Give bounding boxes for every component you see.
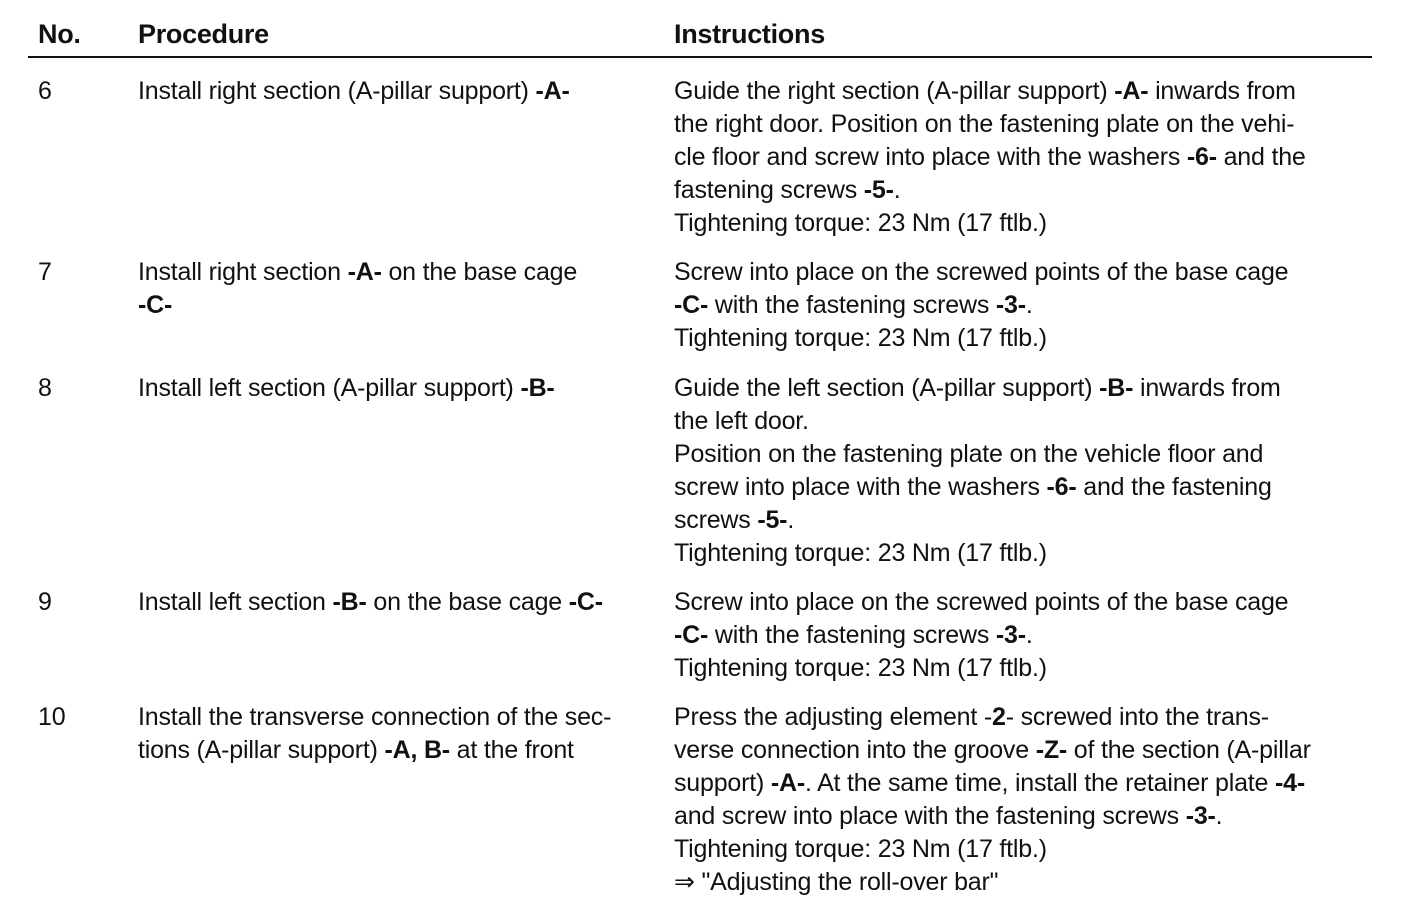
text-line [674, 471, 1281, 504]
text-segment: Screw into place on the screwed points of the base cage [674, 258, 1289, 286]
bold-reference: -C- [674, 291, 709, 319]
bold-reference: -A- [770, 769, 805, 797]
table-row [28, 586, 1372, 701]
text-line [138, 289, 577, 322]
bold-reference: -4- [1274, 769, 1305, 797]
table-row [28, 372, 1372, 586]
text-line [138, 586, 603, 619]
row-procedure [138, 586, 603, 619]
text-segment: Press the adjusting element - [674, 703, 992, 731]
text-line [674, 141, 1306, 174]
text-segment: inwards from [1133, 374, 1281, 402]
text-line [674, 504, 1281, 537]
text-line [674, 800, 1311, 833]
text-segment: . [1025, 621, 1033, 649]
row-number: 8 [38, 374, 52, 402]
row-instructions [674, 256, 1288, 355]
bold-reference: -5- [757, 506, 788, 534]
header-no: No. [38, 19, 81, 49]
text-segment: Tightening torque: 23 Nm (17 ftlb.) [674, 835, 1047, 863]
text-segment: Install right section (A-pillar support) [138, 77, 536, 105]
text-segment: inwards from [1148, 77, 1296, 105]
text-segment: verse connection into the groove [674, 736, 1036, 764]
text-line [674, 372, 1281, 405]
text-segment: tions (A-pillar support) [138, 736, 385, 764]
bold-reference: -B- [332, 588, 367, 616]
bold-reference: -3- [995, 621, 1026, 649]
text-segment: Install right section [138, 258, 348, 286]
text-line [674, 289, 1288, 322]
row-number: 9 [38, 588, 52, 616]
table-row [28, 701, 1372, 911]
text-line [674, 586, 1288, 619]
row-instructions [674, 75, 1306, 240]
bold-reference: 2 [991, 703, 1006, 731]
text-segment: the left door. [674, 407, 809, 435]
text-line [138, 734, 611, 767]
text-segment: the right door. Position on the fastening plate on the vehi- [674, 110, 1295, 138]
bold-reference: -A- [1114, 77, 1149, 105]
bold-reference: -C- [674, 621, 709, 649]
text-segment: and screw into place with the fastening screws [674, 802, 1186, 830]
text-line [674, 701, 1311, 734]
text-segment: and the [1216, 143, 1306, 171]
procedure-table [28, 10, 1372, 911]
text-line [674, 619, 1288, 652]
row-number: 6 [38, 77, 52, 105]
row-procedure [138, 701, 611, 767]
text-segment: and the fastening [1076, 473, 1272, 501]
text-line [674, 537, 1281, 570]
text-segment: Tightening torque: 23 Nm (17 ftlb.) [674, 654, 1047, 682]
text-segment: on the base cage [381, 258, 578, 286]
bold-reference: -A, B- [384, 736, 450, 764]
bold-reference: -6- [1186, 143, 1217, 171]
row-number: 7 [38, 258, 52, 286]
text-line [674, 833, 1311, 866]
text-line [138, 701, 611, 734]
row-instructions [674, 586, 1288, 685]
text-segment: with the fastening screws [708, 621, 996, 649]
text-segment: support) [674, 769, 771, 797]
text-line [674, 75, 1306, 108]
text-line [674, 652, 1288, 685]
text-segment: . [1215, 802, 1223, 830]
text-segment: - screwed into the trans- [1005, 703, 1269, 731]
bold-reference: -B- [520, 374, 555, 402]
bold-reference: -3- [1185, 802, 1216, 830]
text-line [674, 174, 1306, 207]
text-segment: . [1025, 291, 1033, 319]
row-procedure [138, 372, 555, 405]
text-segment: Install left section [138, 588, 333, 616]
text-segment: Install the transverse connection of the sec- [138, 703, 612, 731]
text-line [138, 372, 555, 405]
header-instructions: Instructions [674, 19, 825, 49]
text-segment: Guide the right section (A-pillar support) [674, 77, 1115, 105]
text-segment: ⇒ "Adjusting the roll-over bar" [674, 868, 999, 896]
text-segment: Install left section (A-pillar support) [138, 374, 521, 402]
row-procedure [138, 75, 570, 108]
text-line [674, 438, 1281, 471]
text-line [674, 767, 1311, 800]
text-segment: with the fastening screws [708, 291, 996, 319]
row-procedure [138, 256, 577, 322]
bold-reference: -Z- [1035, 736, 1068, 764]
table-row [28, 75, 1372, 256]
text-line [674, 108, 1306, 141]
bold-reference: -A- [347, 258, 382, 286]
text-line [674, 322, 1288, 355]
text-line [674, 405, 1281, 438]
row-instructions [674, 701, 1311, 899]
text-segment: on the base cage [366, 588, 569, 616]
text-segment: Guide the left section (A-pillar support) [674, 374, 1100, 402]
row-instructions [674, 372, 1281, 570]
text-segment: cle floor and screw into place with the washers [674, 143, 1187, 171]
bold-reference: -C- [138, 291, 173, 319]
text-segment: Position on the fastening plate on the vehicle floor and [674, 440, 1264, 468]
table-header [28, 10, 1372, 58]
text-line [138, 75, 570, 108]
text-line [674, 866, 1311, 899]
text-line [674, 734, 1311, 767]
bold-reference: -3- [995, 291, 1026, 319]
text-segment: Tightening torque: 23 Nm (17 ftlb.) [674, 324, 1047, 352]
text-line [674, 207, 1306, 240]
text-segment: Screw into place on the screwed points of the base cage [674, 588, 1289, 616]
bold-reference: -B- [1099, 374, 1134, 402]
bold-reference: -6- [1046, 473, 1077, 501]
text-segment: . [893, 176, 901, 204]
text-segment: . At the same time, install the retainer plate [804, 769, 1275, 797]
text-line [674, 256, 1288, 289]
table-row [28, 256, 1372, 372]
row-number: 10 [38, 703, 66, 731]
text-segment: fastening screws [674, 176, 864, 204]
text-segment: . [787, 506, 795, 534]
bold-reference: -A- [535, 77, 570, 105]
text-segment: screws [674, 506, 758, 534]
text-segment: at the front [449, 736, 574, 764]
text-segment: of the section (A-pillar [1067, 736, 1311, 764]
bold-reference: -5- [863, 176, 894, 204]
bold-reference: -C- [568, 588, 603, 616]
text-segment: Tightening torque: 23 Nm (17 ftlb.) [674, 539, 1047, 567]
text-segment: screw into place with the washers [674, 473, 1047, 501]
text-segment: Tightening torque: 23 Nm (17 ftlb.) [674, 209, 1047, 237]
text-line [138, 256, 577, 289]
header-procedure: Procedure [138, 19, 269, 49]
